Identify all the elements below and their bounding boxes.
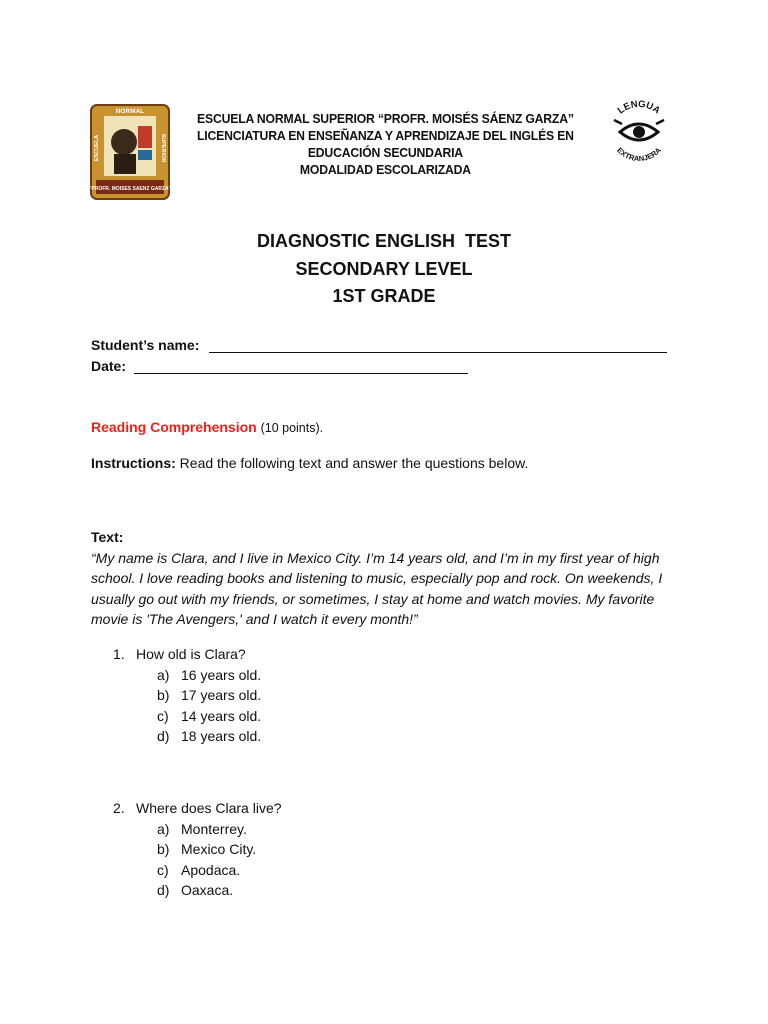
option-mark: b) [157,687,170,703]
option-text: Monterrey. [181,820,247,837]
title-line-1: DIAGNOSTIC ENGLISH TEST [256,231,511,251]
section-heading [91,419,323,435]
option-text: Apodaca. [181,861,241,878]
option-text: Mexico City. [181,841,257,857]
instructions-text: Read the following text and answer the questions below. [179,455,529,471]
reading-passage [91,527,691,630]
answer-option[interactable] [157,706,261,727]
question-1 [113,644,261,747]
option-mark: d) [157,728,170,744]
option-mark: a) [157,666,170,683]
section-name: Reading Comprehension [91,419,257,435]
option-text: 14 years old. [181,707,262,724]
option-text: 16 years old. [181,666,262,683]
header-line-3: EDUCACIÓN SECUNDARIA [307,145,463,160]
answer-option[interactable] [157,819,282,840]
date-label: Date: [91,358,127,374]
answer-option[interactable] [157,685,261,706]
student-name-field [91,337,667,353]
school-header [188,110,583,178]
option-mark: a) [157,820,170,837]
option-mark: c) [157,861,169,878]
question-text: Where does Clara live? [136,800,282,816]
header-line-2: LICENCIATURA EN ENSEÑANZA Y APRENDIZAJE DEL INGLÉS EN [196,128,574,143]
header-line-1: ESCUELA NORMAL SUPERIOR “PROFR. MOISÉS SÁENZ GARZA” [197,111,574,126]
instructions [91,455,528,471]
title-line-3: 1ST GRADE [332,286,436,306]
student-name-label: Student’s name: [91,337,200,353]
option-text: 18 years old. [181,728,262,744]
question-number: 1. [113,646,125,662]
answer-option[interactable] [157,860,282,881]
logo-text-top: NORMAL [115,108,145,115]
question-text: How old is Clara? [136,646,246,662]
answer-option[interactable] [157,880,282,901]
student-name-line[interactable] [209,338,667,353]
question-2 [113,798,282,901]
logo-text-left: ESCUELA [94,134,100,162]
option-mark: c) [157,707,169,724]
option-text: 17 years old. [181,687,262,703]
school-logo [90,104,170,200]
option-mark: d) [157,882,170,898]
logo-text-right: SUPERIOR [160,133,166,163]
answer-option[interactable] [157,665,261,686]
option-text: Oaxaca. [181,882,234,898]
lengua-extranjera-logo [600,98,678,166]
logo-arc-top: LENGUA [615,98,663,117]
header-line-4: MODALIDAD ESCOLARIZADA [299,162,471,177]
instructions-label: Instructions: [91,455,176,471]
section-points: (10 points). [260,421,324,435]
date-line[interactable] [134,359,468,374]
answer-option[interactable] [157,726,261,747]
title-line-2: SECONDARY LEVEL [295,258,473,279]
passage-body: “My name is Clara, and I live in Mexico City. I’m 14 years old, and I’m in my first year of high school. I love reading books and listening to music, especially pop and rock. On weekends, I usually go out with my friends, or sometimes, I stay at home and watch movies. My favorite movie is 'The Avengers,' and I watch it every month!” [91,549,663,628]
option-mark: b) [157,841,170,857]
date-field [91,358,468,374]
question-number: 2. [113,800,125,816]
passage-label: Text: [91,529,124,545]
logo-arc-bottom: EXTRANJERA [615,145,663,164]
test-title [0,228,768,311]
logo-text-bottom: "PROFR. MOISES SAENZ GARZA" [90,186,170,192]
answer-option[interactable] [157,839,282,860]
